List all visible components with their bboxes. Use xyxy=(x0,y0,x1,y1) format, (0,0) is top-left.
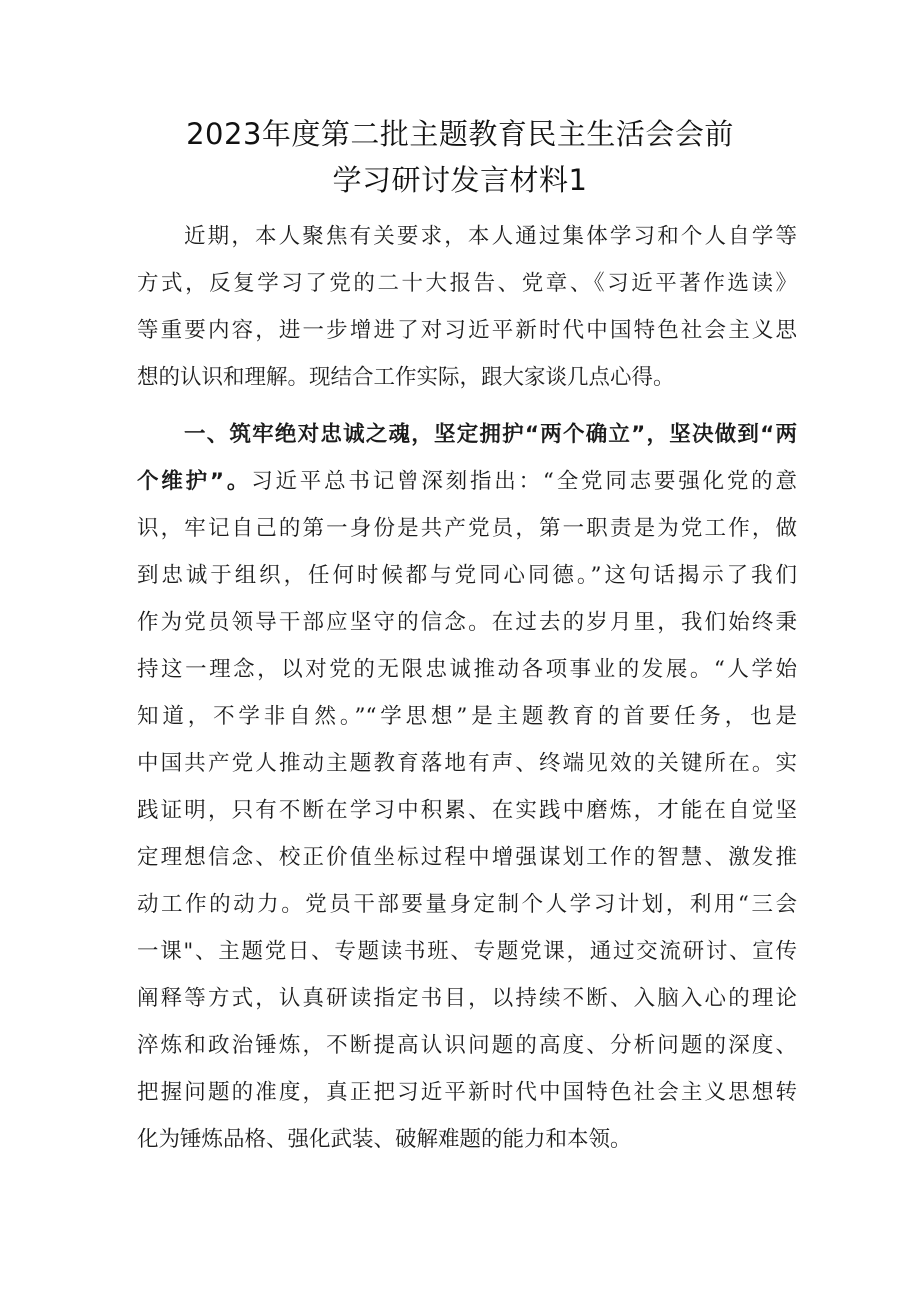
paragraph-2-line-1 xyxy=(137,460,797,504)
paragraph-2-line-5: 持这一理念，以对党的无限忠诚推动各项事业的发展。“人学始 xyxy=(137,657,797,682)
paragraph-2-line-4: 作为党员领导干部应坚守的信念。在过去的岁月里，我们始终秉 xyxy=(137,610,797,635)
paragraph-2-line-10: 动工作的动力。党员干部要量身定制个人学习计划，利用“三会 xyxy=(137,892,797,917)
section-heading-1-continued: 个维护”。 xyxy=(137,469,252,494)
paragraph-2-line-11: 一课"、主题党日、专题读书班、专题党课，通过交流研讨、宣传 xyxy=(137,939,797,964)
document-title-line-2: 学习研讨发言材料1 xyxy=(332,163,588,197)
section-heading-1: 一、筑牢绝对忠诚之魂，坚定拥护“两个确立”，坚决做到“两 xyxy=(184,422,797,447)
paragraph-2-line-3: 到忠诚于组织，任何时候都与党同心同德。”这句话揭示了我们 xyxy=(137,563,797,588)
paragraph-1-line-1: 近期，本人聚焦有关要求，本人通过集体学习和个人自学等 xyxy=(184,224,797,249)
paragraph-1-line-3: 等重要内容，进一步增进了对习近平新时代中国特色社会主义思 xyxy=(137,318,797,343)
paragraph-2-line-9: 定理想信念、校正价值坐标过程中增强谋划工作的智慧、激发推 xyxy=(137,845,797,870)
paragraph-2-line-8: 践证明，只有不断在学习中积累、在实践中磨炼，才能在自觉坚 xyxy=(137,798,797,823)
paragraph-1-line-2: 方式，反复学习了党的二十大报告、党章、《习近平著作选读》 xyxy=(137,271,797,296)
paragraph-1-line-4: 想的认识和理解。现结合工作实际，跟大家谈几点心得。 xyxy=(137,365,675,390)
paragraph-2-line-13: 淬炼和政治锤炼，不断提高认识问题的高度、分析问题的深度、 xyxy=(137,1033,797,1058)
paragraph-2-line-15: 化为锤炼品格、强化武装、破解难题的能力和本领。 xyxy=(137,1127,632,1152)
paragraph-2-line-14: 把握问题的准度，真正把习近平新时代中国特色社会主义思想转 xyxy=(137,1080,797,1105)
paragraph-2-line-1-text: 习近平总书记曾深刻指出：“全党同志要强化党的意 xyxy=(251,469,797,494)
paragraph-2-line-7: 中国共产党人推动主题教育落地有声、终端见效的关键所在。实 xyxy=(137,751,797,776)
paragraph-2-line-2: 识，牢记自己的第一身份是共产党员，第一职责是为党工作，做 xyxy=(137,516,797,541)
paragraph-2-line-12: 阐释等方式，认真研读指定书目，以持续不断、入脑入心的理论 xyxy=(137,986,797,1011)
paragraph-2-line-6: 知道，不学非自然。”“学思想”是主题教育的首要任务，也是 xyxy=(137,704,797,729)
document-title-line-1: 2023年度第二批主题教育民主生活会会前 xyxy=(186,117,734,151)
